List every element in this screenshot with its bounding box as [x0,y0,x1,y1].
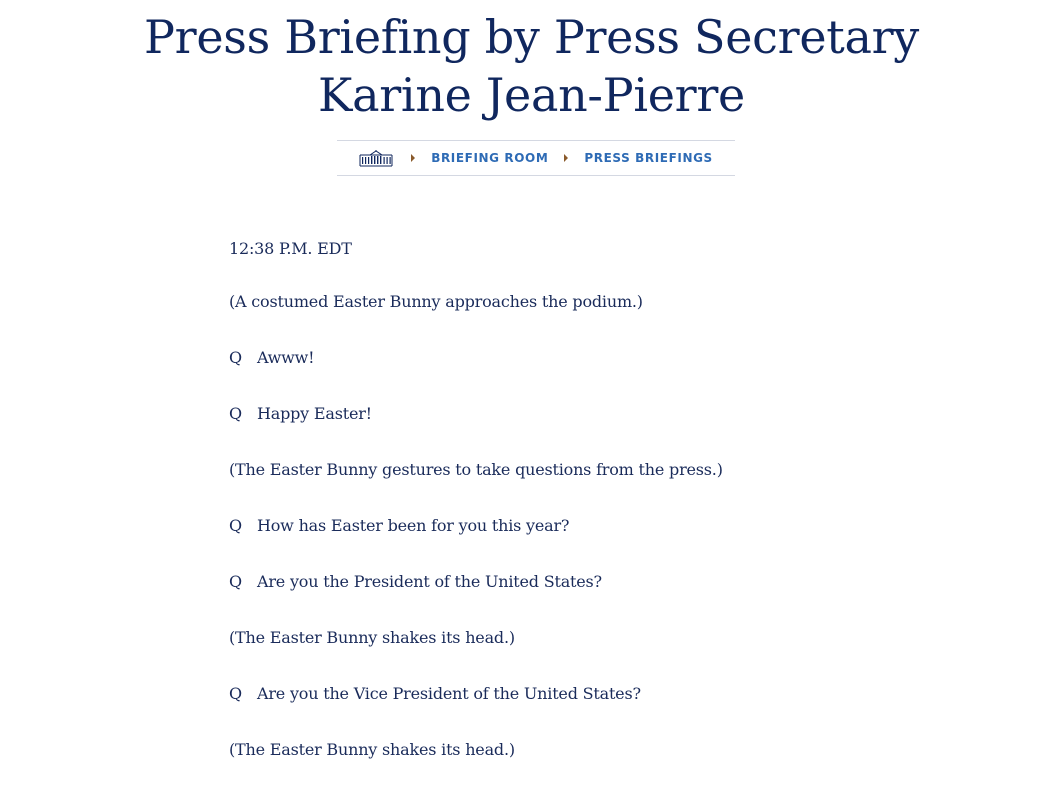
transcript-line [229,513,849,539]
breadcrumb-separator-icon [411,154,415,162]
transcript-line [229,737,849,763]
speaker-label: Q [229,684,242,703]
page-title [0,8,1063,124]
speaker-label: Q [229,348,242,367]
transcript-text: (A costumed Easter Bunny approaches the podium.) [229,292,643,311]
page-title-line-2: Karine Jean-Pierre [318,68,745,122]
transcript-line [229,569,849,595]
transcript-text: How has Easter been for you this year? [257,516,570,535]
breadcrumb [337,140,735,176]
transcript-text: Are you the President of the United States? [257,572,602,591]
transcript-line [229,625,849,651]
speaker-label: Q [229,572,242,591]
transcript-text: Awww! [257,348,315,367]
transcript-line [229,401,849,427]
breadcrumb-press-briefings[interactable]: PRESS BRIEFINGS [584,151,713,165]
transcript-line [229,681,849,707]
speaker-label: Q [229,404,242,423]
breadcrumb-briefing-room[interactable]: BRIEFING ROOM [431,151,549,165]
transcript-text: (The Easter Bunny gestures to take questions from the press.) [229,460,723,479]
transcript-line [229,345,849,371]
transcript-text: (The Easter Bunny shakes its head.) [229,740,515,759]
white-house-icon[interactable] [359,149,395,167]
transcript-text: Happy Easter! [257,404,372,423]
transcript-line [229,457,849,483]
page-title-line-1: Press Briefing by Press Secretary [144,10,919,64]
transcript-timestamp: 12:38 P.M. EDT [229,239,352,258]
transcript-body [229,236,849,793]
transcript-line [229,289,849,315]
transcript-text: Are you the Vice President of the United States? [257,684,641,703]
speaker-label: Q [229,516,242,535]
transcript-text: (The Easter Bunny shakes its head.) [229,628,515,647]
breadcrumb-separator-icon [564,154,568,162]
